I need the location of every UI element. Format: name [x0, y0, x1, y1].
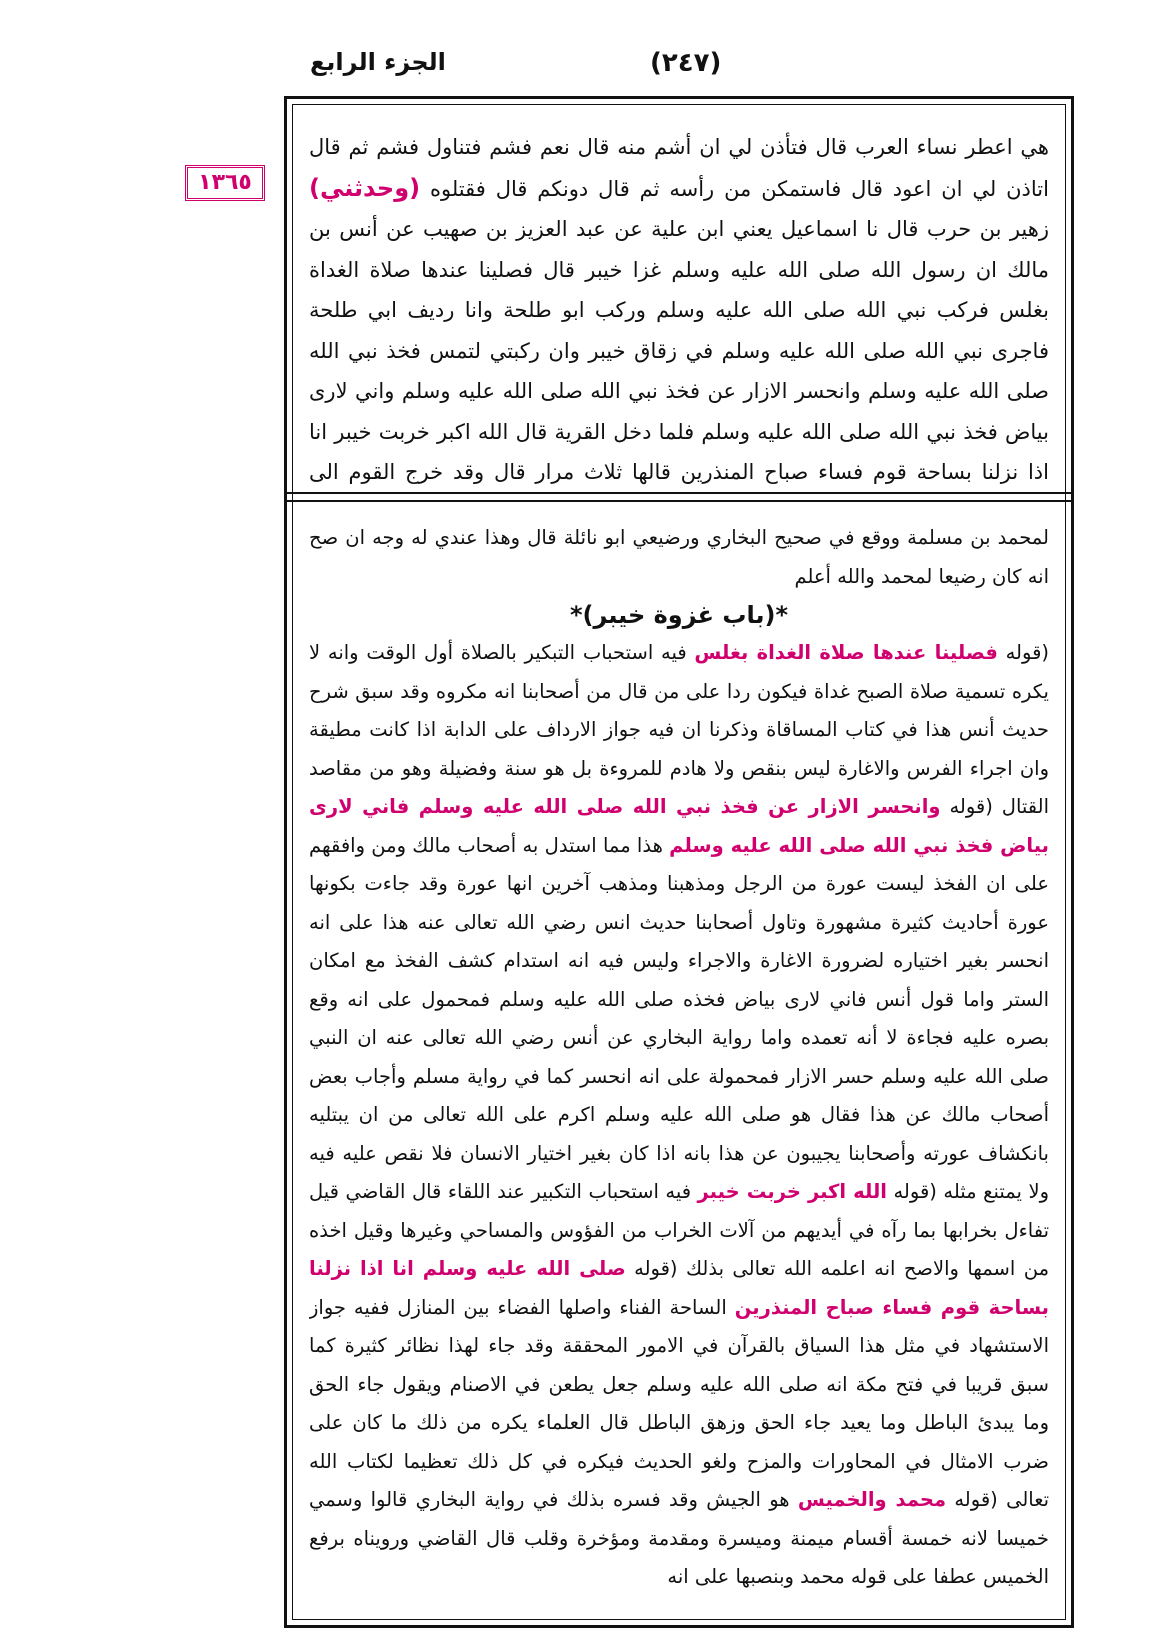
page-frame: [284, 96, 1074, 1628]
chapter-title: *(باب غزوة خيبر)*: [569, 601, 789, 629]
page-number: (٢٤٧): [650, 48, 722, 78]
hadith-number-badge: ١٣٦٥: [185, 165, 265, 201]
matn-text: [309, 127, 1049, 487]
matn-text-1: هي اعطر نساء العرب قال فتأذن لي ان أشم منه قال نعم فشم فتناول فشم ثم قال اتاذن لي ان اعود قال فاستمكن من رأسه ثم قال دونكم قال فقتلوه: [309, 135, 1049, 201]
gloss-open-1: (قوله: [1005, 641, 1049, 664]
commentary-body: [309, 634, 1049, 1597]
gloss-text-2: هذا مما استدل به أصحاب مالك ومن وافقهم على ان الفخذ ليست عورة من الرجل ومذهبنا ومذهب آخرين انها عورة وقد جاءت بكونها عورة أحاديث كثيرة مشهورة وتاول أصحابنا حديث انس رضي الله تعالى عنه هذا على انه انحسر بغير اختياره لضرورة الاغارة والاجراء وليس فيه انه استدام كشف الفخذ مع امكان الستر واما قول أنس فاني لارى بياض فخذه صلى الله عليه وسلم فمحمول على انه وقع بصره عليه فجاءة لا أنه تعمده واما رواية البخاري عن أنس رضي الله تعالى عنه ان النبي صلى الله عليه وسلم حسر الازار فمحمولة على انه انحسر كما في رواية مسلم وأجاب بعض أصحاب مالك عن هذا فقال هو صلى الله عليه وسلم اكرم على الله تعالى من ان يبتليه بانكشاف عورته وأصحابنا يجيبون عن هذا بانه اذا كان بغير اختيار الانسان فلا نقص عليه فيه ولا يمتنع مثله: [309, 833, 1049, 1203]
commentary-intro: لمحمد بن مسلمة ووقع في صحيح البخاري ورضيعي ابو نائلة قال وهذا عندي له وجه ان صح انه كان رضيعا لمحمد والله أعلم: [309, 526, 1049, 588]
gloss-open-5: (قوله: [954, 1488, 998, 1511]
gloss-quote-5: محمد والخميس: [797, 1488, 947, 1511]
part-title: الجزء الرابع: [310, 48, 446, 76]
gloss-open-3: (قوله: [893, 1180, 937, 1203]
gloss-text-5: هو الجيش وقد فسره بذلك في رواية البخاري قالوا وسمي خميسا لانه خمسة أقسام ميمنة وميسرة ومقدمة ومؤخرة وقلب قال القاضي ورويناه برفع الخميس عطفا على قوله محمد وبنصبها على انه: [309, 1488, 1049, 1588]
gloss-quote-1: فصلينا عندها صلاة الغداة بغلس: [694, 641, 998, 664]
gloss-open-4: (قوله: [634, 1257, 678, 1280]
gloss-text-4: الساحة الفناء واصلها الفضاء بين المنازل ففيه جواز الاستشهاد في مثل هذا السياق بالقرآن في الامور المحققة وقد جاء لهذا نظائر كثيرة كما سبق قريبا في فتح مكة انه صلى الله عليه وسلم جعل يطعن في الاصنام ويقول جاء الحق وما يبدئ الباطل وما يعيد جاء الحق وزهق الباطل قال العلماء يكره من ذلك ما كان على ضرب الامثال في المحاورات والمزح ولغو الحديث فيكره في كل ذلك تعظيما لكتاب الله تعالى: [309, 1295, 1049, 1511]
matn-text-2: زهير بن حرب قال نا اسماعيل يعني ابن علية عن عبد العزيز بن صهيب عن أنس بن مالك ان رسول الله صلى الله عليه وسلم غزا خيبر قال فصلينا عندها صلاة الغداة بغلس فركب نبي الله صلى الله عليه وسلم وركب ابو طلحة وانا رديف ابي طلحة فاجرى نبي الله صلى الله عليه وسلم في زقاق خيبر وان ركبتي لتمس فخذ نبي الله صلى الله عليه وسلم وانحسر الازار عن فخذ نبي الله صلى الله عليه وسلم واني لارى بياض فخذ نبي الله صلى الله عليه وسلم فلما دخل القرية قال الله اكبر خربت خيبر انا اذا نزلنا بساحة قوم فساء صباح المنذرين قالها ثلاث مرار قال وقد خرج القوم الى: [309, 217, 1049, 484]
matn-box: [309, 127, 1049, 487]
gloss-open-2: (قوله: [949, 795, 993, 818]
gloss-quote-4: صلى الله عليه وسلم انا اذا نزلنا بساحة قوم فساء صباح المنذرين: [309, 1257, 1049, 1319]
section-divider: [287, 492, 1071, 502]
narration-marker-1: (وحدثني): [309, 173, 421, 202]
gloss-text-1: فيه استحباب التبكير بالصلاة أول الوقت وانه لا يكره تسمية صلاة الصبح غداة فيكون ردا على من قال من أصحابنا انه مكروه وقد سبق شرح حديث أنس هذا في كتاب المساقاة وذكرنا ان فيه جواز الارداف على الدابة اذا كانت مطيقة وان اجراء الفرس والاغارة ليس بنقص ولا هادم للمروءة بل هو سنة وفضيلة وهو من مقاصد القتال: [309, 641, 1049, 818]
commentary-box: [309, 519, 1049, 1619]
gloss-quote-3: الله اكبر خربت خيبر: [697, 1180, 887, 1203]
gloss-text-3: فيه استحباب التكبير عند اللقاء قال القاضي قيل تفاءل بخرابها بما رآه في أيديهم من آلات الخراب من الفؤوس والمساحي وغيرها وقيل اخذه من اسمها والاصح انه اعلمه الله تعالى بذلك: [309, 1180, 1049, 1280]
gloss-quote-2: وانحسر الازار عن فخذ نبي الله صلى الله عليه وسلم فاني لارى بياض فخذ نبي الله صلى الله عليه وسلم: [309, 795, 1049, 857]
